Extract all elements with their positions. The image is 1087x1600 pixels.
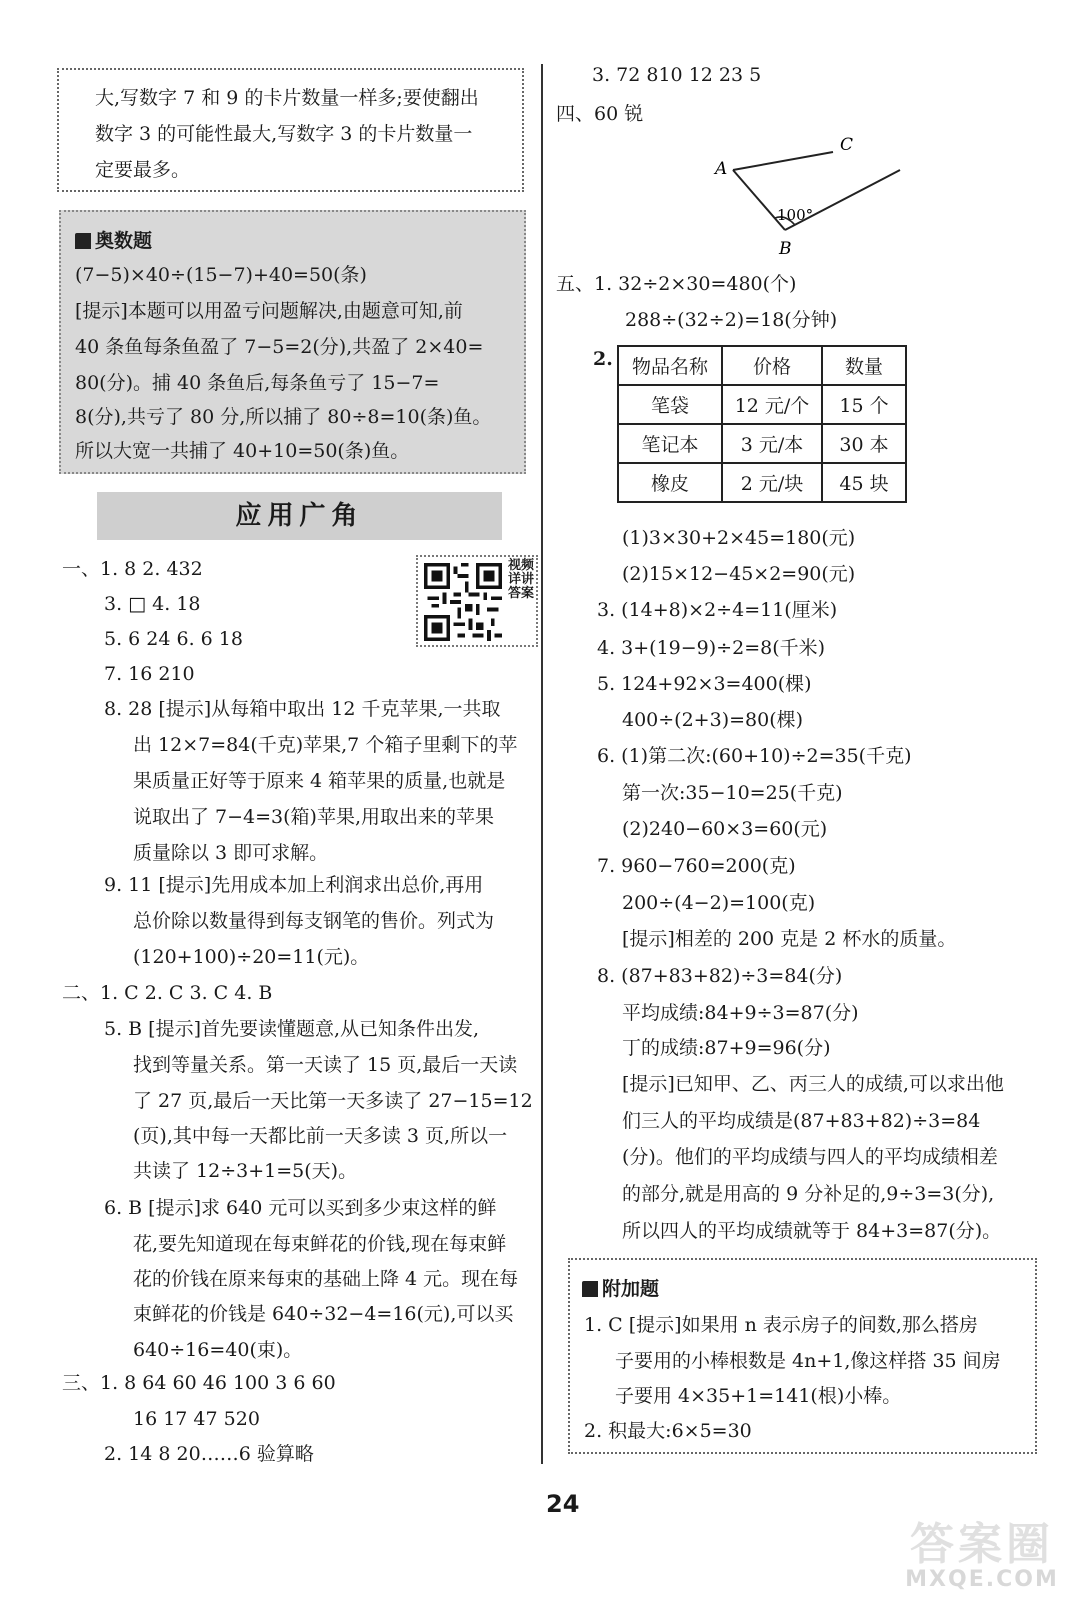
watermark-logo [897, 1508, 1067, 1592]
top-box-line-2: 数字 3 的可能性最大,写数字 3 的卡片数量一 [95, 123, 473, 145]
right-line-3: 五、1. 32÷2×30=480(个) [556, 273, 797, 295]
bonus-title [582, 1280, 659, 1299]
right-line-25: 所以四人的平均成绩就等于 84+3=87(分)。 [622, 1220, 1002, 1242]
table-cell: 2 元/块 [722, 463, 822, 502]
left-line-17: (页),其中每一天都比前一天多读 3 页,所以一 [133, 1125, 508, 1147]
right-line-5: 2. [593, 348, 613, 370]
bonus-line-1: 1. C [提示]如果用 n 表示房子的间数,那么搭房 [584, 1314, 978, 1336]
left-line-11: 总价除以数量得到每支钢笔的售价。列式为 [133, 910, 495, 932]
table-cell: 45 块 [822, 463, 906, 502]
left-line-26: 2. 14 8 20……6 验算略 [104, 1443, 314, 1465]
right-line-1: 3. 72 810 12 23 5 [592, 64, 762, 86]
column-divider [541, 64, 543, 1464]
angle-diagram [705, 130, 905, 260]
top-box-line-1: 大,写数字 7 和 9 的卡片数量一样多;要使翻出 [95, 87, 479, 109]
left-line-14: 5. B [提示]首先要读懂题意,从已知条件出发, [104, 1018, 480, 1040]
olympiad-box [59, 210, 526, 474]
right-line-19: 平均成绩:84+9÷3=87(分) [622, 1002, 859, 1024]
label-b: B [779, 239, 792, 259]
left-line-21: 花的价钱在原来每束的基础上降 4 元。现在每 [133, 1268, 519, 1290]
right-line-7: (2)15×12−45×2=90(元) [622, 563, 856, 585]
left-line-16: 了 27 页,最后一天比第一天多读了 27−15=12 [133, 1090, 533, 1112]
bonus-box [568, 1258, 1037, 1454]
left-line-6: 出 12×7=84(千克)苹果,7 个箱子里剩下的苹 [133, 734, 518, 756]
left-line-7: 果质量正好等于原来 4 箱苹果的质量,也就是 [133, 770, 506, 792]
right-line-14: (2)240−60×3=60(元) [622, 818, 828, 840]
section-banner: 应用广角 [97, 492, 502, 540]
table-cell: 笔袋 [618, 385, 722, 424]
table-cell: 30 本 [822, 424, 906, 463]
qr-code-icon [424, 563, 502, 641]
right-line-17: [提示]相差的 200 克是 2 杯水的质量。 [622, 928, 957, 950]
right-line-22: 们三人的平均成绩是(87+83+82)÷3=84 [622, 1110, 981, 1132]
right-line-15: 7. 960−760=200(克) [597, 855, 796, 877]
left-line-4: 7. 16 210 [104, 663, 195, 685]
table-header-cell: 数量 [822, 346, 906, 385]
table-row [618, 385, 906, 424]
right-line-13: 第一次:35−10=25(千克) [622, 782, 843, 804]
left-line-20: 花,要先知道现在每束鲜花的价钱,现在每束鲜 [133, 1233, 507, 1255]
left-line-12: (120+100)÷20=11(元)。 [133, 946, 370, 968]
page-number: 24 [546, 1490, 580, 1518]
qr-code-box[interactable] [416, 555, 538, 647]
right-line-20: 丁的成绩:87+9=96(分) [622, 1037, 831, 1059]
bonus-line-4: 2. 积最大:6×5=30 [584, 1420, 752, 1442]
left-line-10: 9. 11 [提示]先用成本加上利润求出总价,再用 [104, 874, 484, 896]
table-header-row [618, 346, 906, 385]
right-line-8: 3. (14+8)×2÷4=11(厘米) [597, 599, 838, 621]
olympiad-line-2: [提示]本题可以用盈亏问题解决,由题意可知,前 [75, 300, 463, 322]
right-line-16: 200÷(4−2)=100(克) [622, 892, 816, 914]
olympiad-title-text: 奥数题 [95, 230, 153, 252]
left-line-22: 束鲜花的价钱是 640÷32−4=16(元),可以买 [133, 1303, 514, 1325]
left-line-19: 6. B [提示]求 640 元可以买到多少束这样的鲜 [104, 1197, 497, 1219]
table-cell: 15 个 [822, 385, 906, 424]
left-line-3: 5. 6 24 6. 6 18 [104, 628, 243, 650]
left-line-23: 640÷16=40(束)。 [133, 1339, 303, 1361]
right-line-9: 4. 3+(19−9)÷2=8(千米) [597, 637, 826, 659]
left-line-9: 质量除以 3 即可求解。 [133, 842, 329, 864]
left-line-25: 16 17 47 520 [133, 1408, 260, 1430]
right-line-11: 400÷(2+3)=80(棵) [622, 709, 804, 731]
olympiad-line-3: 40 条鱼每条鱼盈了 7−5=2(分),共盈了 2×40= [75, 336, 484, 358]
angle-value: 100° [777, 206, 814, 224]
right-line-24: 的部分,就是用高的 9 分补足的,9÷3=3(分), [622, 1183, 995, 1205]
right-line-10: 5. 124+92×3=400(棵) [597, 673, 812, 695]
olympiad-title [75, 232, 152, 251]
left-line-5: 8. 28 [提示]从每箱中取出 12 千克苹果,一共取 [104, 698, 501, 720]
label-c: C [840, 135, 854, 155]
table-cell: 3 元/本 [722, 424, 822, 463]
label-a: A [715, 159, 728, 179]
ray-a-c [733, 152, 833, 170]
watermark-big: 答案圈 [910, 1519, 1054, 1570]
table-row [618, 463, 906, 502]
right-line-18: 8. (87+83+82)÷3=84(分) [597, 965, 843, 987]
left-line-24: 三、1. 8 64 60 46 100 3 6 60 [62, 1372, 336, 1394]
square-bullet-icon [582, 1281, 598, 1297]
table-cell: 笔记本 [618, 424, 722, 463]
left-line-1: 一、1. 8 2. 432 [62, 558, 203, 580]
right-line-4: 288÷(32÷2)=18(分钟) [625, 309, 838, 331]
left-line-13: 二、1. C 2. C 3. C 4. B [62, 982, 273, 1004]
right-line-12: 6. (1)第二次:(60+10)÷2=35(千克) [597, 745, 912, 767]
top-box-line-3: 定要最多。 [95, 159, 191, 181]
right-line-2: 四、60 锐 [556, 103, 644, 125]
table-header-cell: 物品名称 [618, 346, 722, 385]
left-line-8: 说取出了 7−4=3(箱)苹果,用取出来的苹果 [133, 806, 495, 828]
right-line-21: [提示]已知甲、乙、丙三人的成绩,可以求出他 [622, 1073, 1004, 1095]
olympiad-line-4: 80(分)。捕 40 条鱼后,每条鱼亏了 15−7= [75, 372, 440, 394]
watermark-url: MXQE.COM [905, 1567, 1059, 1592]
table-cell: 橡皮 [618, 463, 722, 502]
olympiad-line-1: (7−5)×40÷(15−7)+40=50(条) [75, 264, 367, 286]
olympiad-line-5: 8(分),共亏了 80 分,所以捕了 80÷8=10(条)鱼。 [75, 406, 492, 428]
table-cell: 12 元/个 [722, 385, 822, 424]
bonus-line-2: 子要用的小棒根数是 4n+1,像这样搭 35 间房 [615, 1350, 1001, 1372]
olympiad-line-6: 所以大宽一共捕了 40+10=50(条)鱼。 [75, 440, 410, 462]
left-line-18: 共读了 12÷3+1=5(天)。 [133, 1160, 358, 1182]
square-bullet-icon [75, 233, 91, 249]
right-line-23: (分)。他们的平均成绩与四人的平均成绩相差 [622, 1146, 998, 1168]
table-header-cell: 价格 [722, 346, 822, 385]
table-row [618, 424, 906, 463]
left-line-15: 找到等量关系。第一天读了 15 页,最后一天读 [133, 1054, 518, 1076]
goods-table [617, 345, 907, 503]
qr-label: 视频详讲答案 [508, 558, 535, 601]
bonus-title-text: 附加题 [602, 1278, 660, 1300]
left-line-2: 3. □ 4. 18 [104, 593, 201, 615]
bonus-line-3: 子要用 4×35+1=141(根)小棒。 [615, 1385, 902, 1407]
right-line-6: (1)3×30+2×45=180(元) [622, 527, 856, 549]
top-continuation-box [57, 68, 524, 192]
